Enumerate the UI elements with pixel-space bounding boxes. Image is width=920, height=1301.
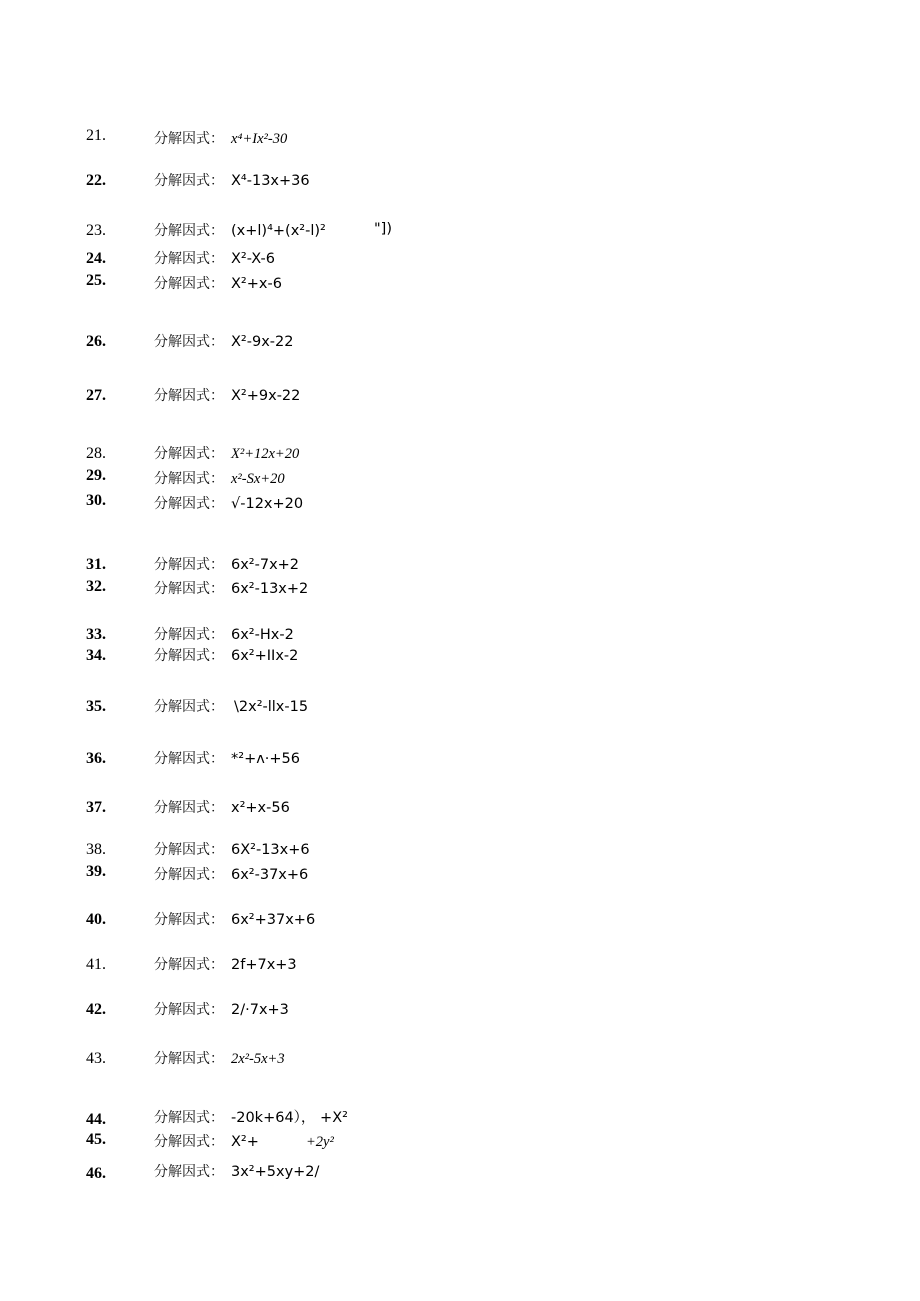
problem-number: 46. [86,1165,106,1182]
problem-number: 43. [86,1050,106,1067]
problem-number: 26. [86,333,106,350]
problem-number: 29. [86,467,106,484]
problem-expression: 6x²+37x+6 [231,912,316,928]
problem-label: 分解因式： [154,1002,224,1018]
problem-30 [0,491,920,517]
problem-expression: X²+x-6 [231,276,282,292]
problem-expression-tail: +2y² [306,1134,334,1150]
problem-46 [0,1162,920,1188]
problem-number: 28. [86,445,106,462]
problem-45 [0,1130,920,1156]
problem-label: 分解因式： [154,1134,224,1150]
problem-label: 分解因式： [154,648,224,664]
problem-37 [0,798,920,824]
problem-number: 44. [86,1111,106,1128]
problem-label: 分解因式： [154,699,224,715]
problem-label: 分解因式： [154,1051,224,1067]
problem-22 [0,171,920,197]
problem-32 [0,577,920,603]
problem-expression: 6x²+IIx-2 [231,648,299,664]
problem-expression: X²+ [231,1134,259,1150]
problem-label: 分解因式： [154,131,224,147]
problem-36 [0,749,920,775]
problem-label: 分解因式： [154,276,224,292]
problem-number: 31. [86,556,106,573]
problem-number: 32. [86,578,106,595]
problem-label: 分解因式： [154,842,224,858]
problem-number: 35. [86,698,106,715]
problem-number: 37. [86,799,106,816]
problem-expression: 6x²-13x+2 [231,581,309,597]
problem-26 [0,332,920,358]
problem-expression: 3x²+5xy+2/ [231,1164,320,1180]
problem-expression: -20k+64）， +X² [231,1110,348,1126]
stray-mark: "]) [374,221,392,237]
problem-expression: 2/·7x+3 [231,1002,289,1018]
problem-expression: X²+12x+20 [231,446,300,462]
problem-expression: x²+x-56 [231,800,290,816]
problem-label: 分解因式： [154,334,224,350]
problem-number: 42. [86,1001,106,1018]
problem-34 [0,646,920,672]
problem-label: 分解因式： [154,800,224,816]
problem-label: 分解因式： [154,496,224,512]
problem-number: 45. [86,1131,106,1148]
problem-number: 41. [86,956,106,973]
problem-number: 38. [86,841,106,858]
problem-expression: *²+ʌ·+56 [231,751,301,767]
problem-number: 39. [86,863,106,880]
problem-expression: X²-9x-22 [231,334,294,350]
problem-29 [0,466,920,492]
problem-label: 分解因式： [154,471,224,487]
problem-label: 分解因式： [154,581,224,597]
problem-number: 22. [86,172,106,189]
problem-number: 27. [86,387,106,404]
problem-label: 分解因式： [154,1110,224,1126]
problem-label: 分解因式： [154,627,224,643]
problem-40 [0,910,920,936]
problem-label: 分解因式： [154,751,224,767]
problem-27 [0,386,920,412]
problem-expression: X⁴-13x+36 [231,173,310,189]
problem-expression: 6x²-7x+2 [231,557,300,573]
problem-35 [0,697,920,723]
problem-expression: √-12x+20 [231,496,304,512]
problem-23 [0,221,920,247]
problem-43 [0,1049,920,1075]
problem-label: 分解因式： [154,1164,224,1180]
problem-label: 分解因式： [154,957,224,973]
problem-expression: 6X²-13x+6 [231,842,310,858]
problem-number: 40. [86,911,106,928]
problem-21 [0,126,920,152]
problem-expression: x²-Sx+20 [231,471,285,487]
problem-expression: 6x²-37x+6 [231,867,309,883]
problem-number: 34. [86,647,106,664]
problem-expression: (x+l)⁴+(x²-l)² [231,223,326,239]
problem-expression: X²+9x-22 [231,388,301,404]
problem-label: 分解因式： [154,867,224,883]
problem-expression: 2f+7x+3 [231,957,297,973]
problem-25 [0,271,920,297]
problem-39 [0,862,920,888]
problem-label: 分解因式： [154,557,224,573]
problem-41 [0,955,920,981]
problem-label: 分解因式： [154,173,224,189]
problem-label: 分解因式： [154,251,224,267]
problem-number: 30. [86,492,106,509]
problem-number: 36. [86,750,106,767]
problem-label: 分解因式： [154,912,224,928]
problem-label: 分解因式： [154,388,224,404]
problem-number: 33. [86,626,106,643]
problem-number: 23. [86,222,106,239]
problem-number: 21. [86,127,106,144]
problem-expression: X²-X-6 [231,251,275,267]
problem-expression: 6x²-Hx-2 [231,627,294,643]
problem-label: 分解因式： [154,446,224,462]
problem-expression: 2x²-5x+3 [231,1051,285,1067]
problem-label: 分解因式： [154,223,224,239]
problem-expression: \2x²-llx-15 [234,699,309,715]
problem-number: 25. [86,272,106,289]
problem-expression: x⁴+Ix²-30 [231,131,288,147]
problem-number: 24. [86,250,106,267]
problem-42 [0,1000,920,1026]
